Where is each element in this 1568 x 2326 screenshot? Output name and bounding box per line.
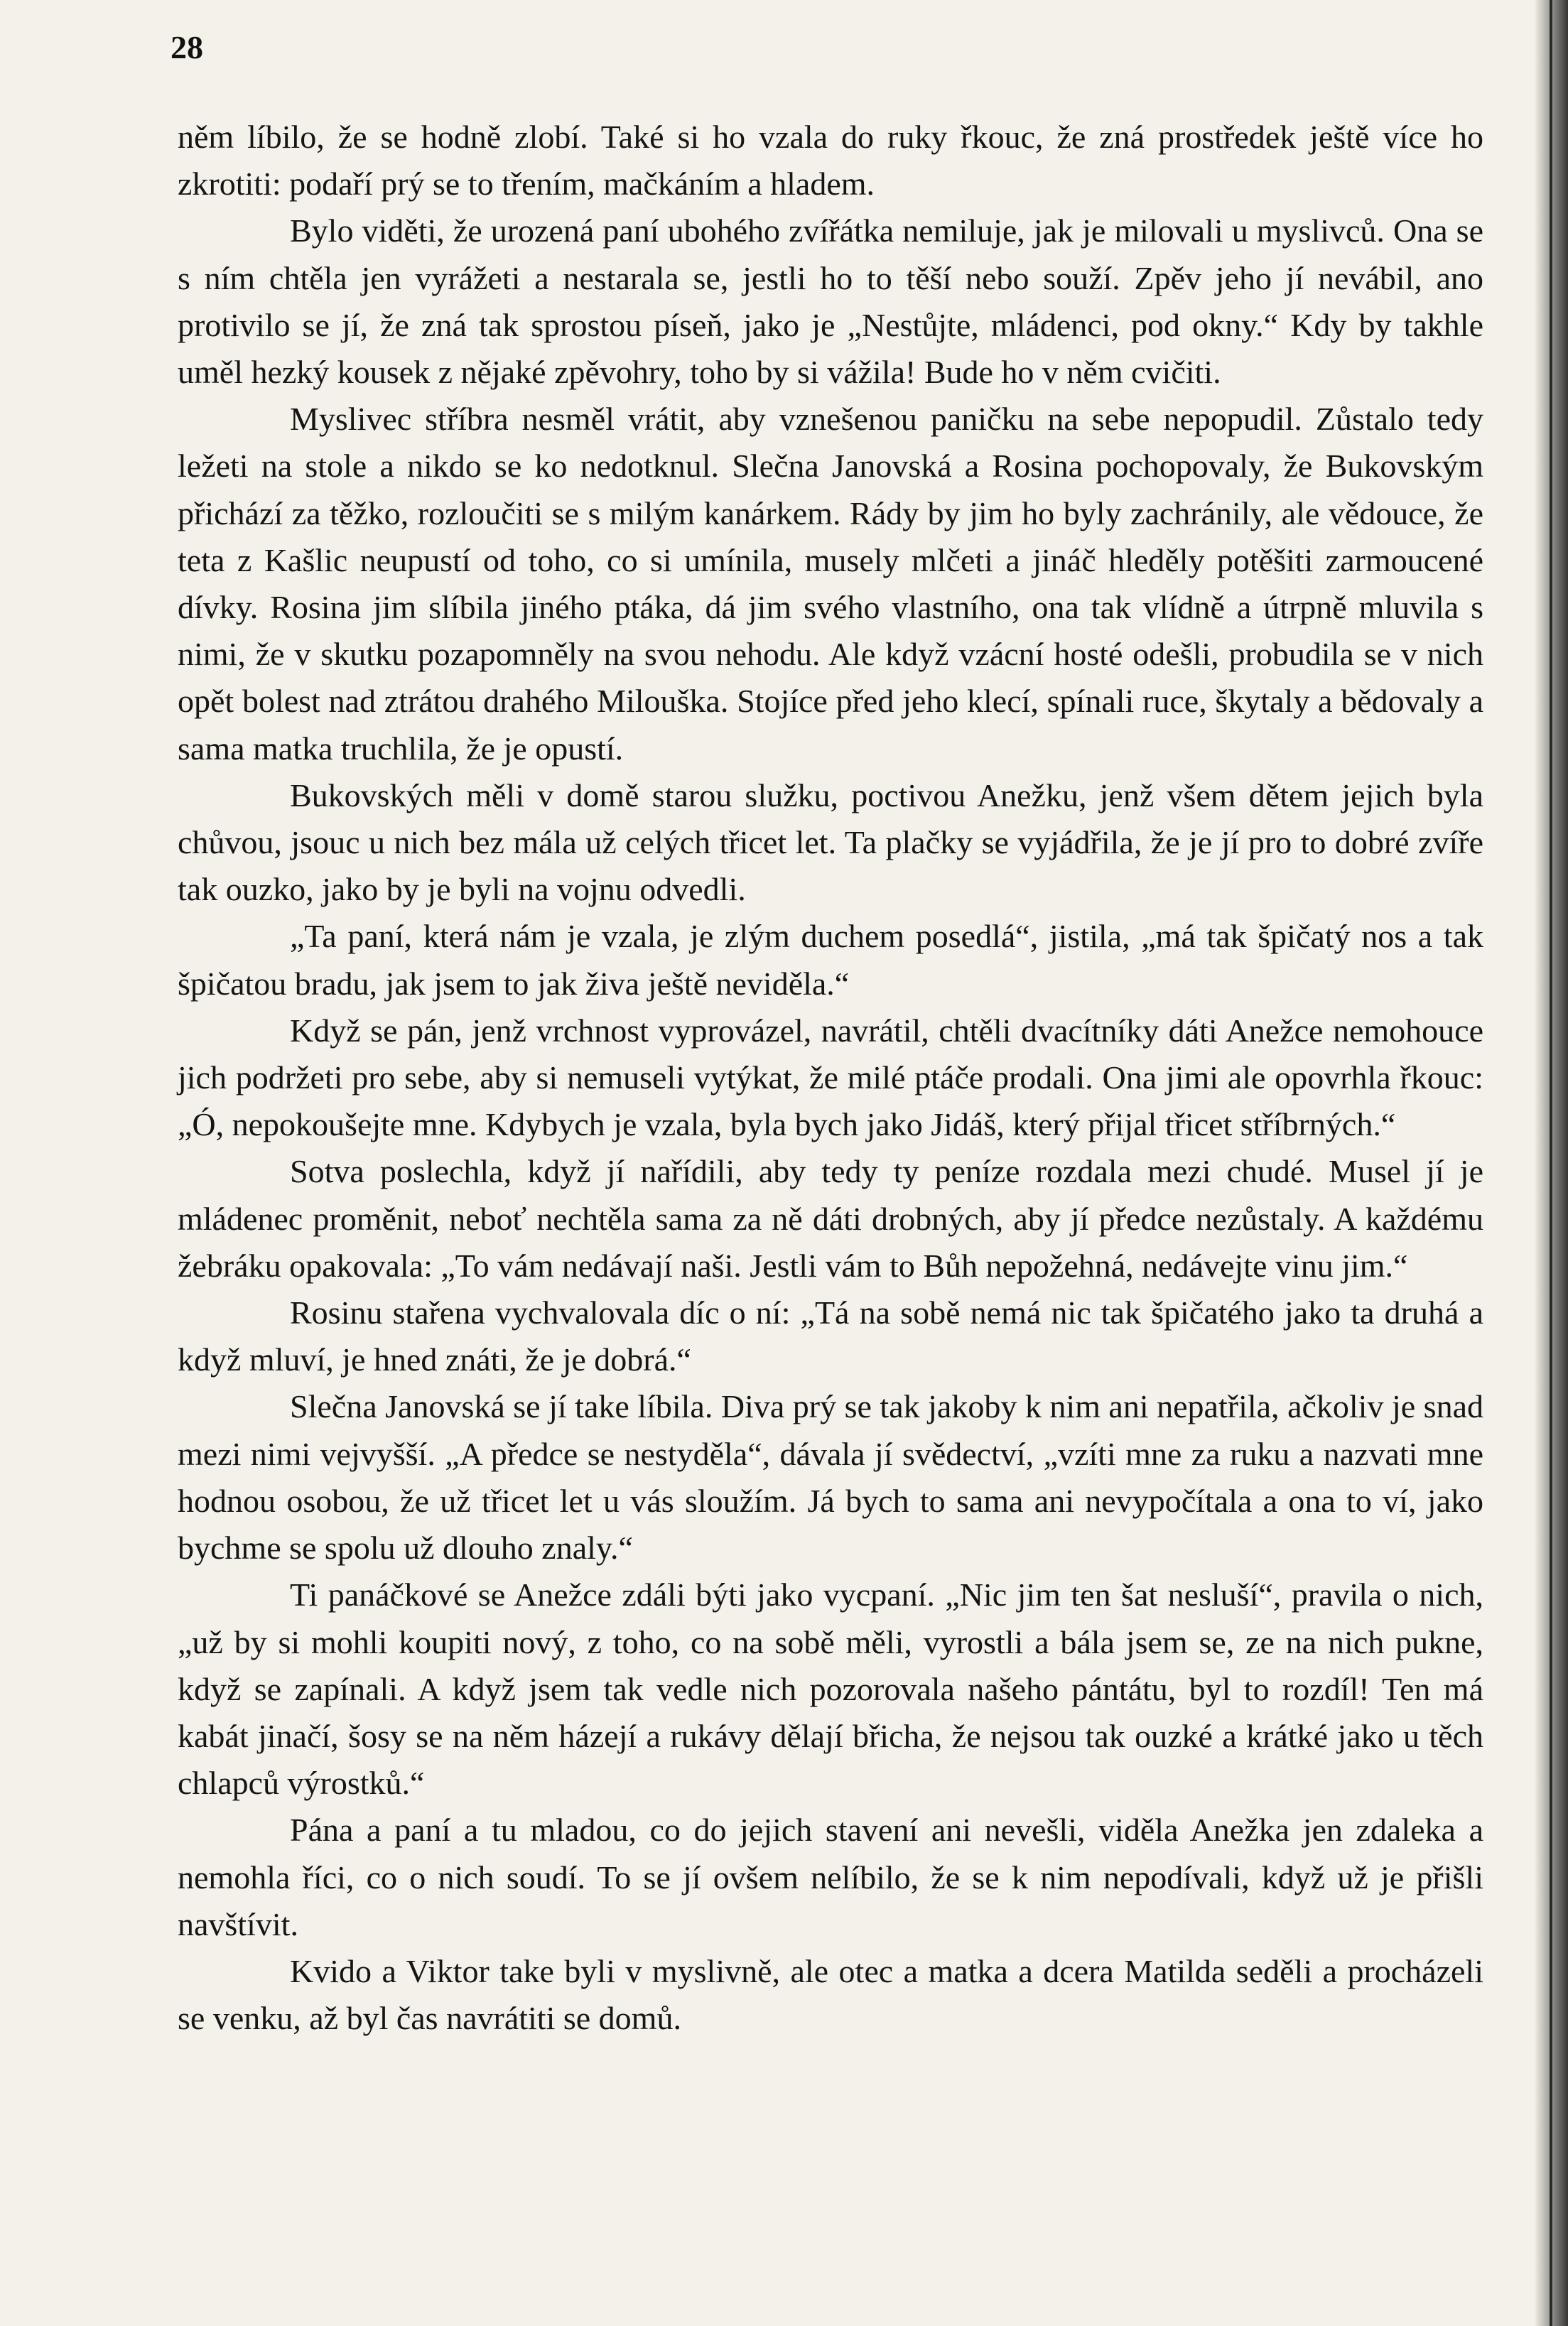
paragraph: Rosinu stařena vychvalovala díc o ní: „Tá na sobě nemá nic tak špičatého jako ta druhá a když mluví, je hned znáti, že je dobrá.“ xyxy=(178,1294,1483,1378)
paragraph: něm líbilo, že se hodně zlobí. Také si ho vzala do ruky řkouc, že zná prostředek ještě více ho zkrotiti: podaří prý se to třením, mačkáním a hladem. xyxy=(178,119,1483,202)
paragraph: Slečna Janovská se jí take líbila. Diva prý se tak jakoby k nim ani nepatřila, ačkoliv je snad mezi nimi vejvyšší. „A předce se nestyděla“, dávala jí svědectví, „vzíti mne za ruku a nazvati mne hodnou osobou, že už třicet let u vás sloužím. Já bych to sama ani nevypočítala a ona to ví, jako bychme se spolu už dlouho znaly.“ xyxy=(178,1388,1483,1567)
page-edge-line xyxy=(1550,0,1552,2326)
paragraph: Kvido a Viktor take byli v myslivně, ale otec a matka a dcera Matilda seděli a procházeli se venku, až byl čas navrátiti se domů. xyxy=(178,1952,1483,2037)
paragraph: Myslivec stříbra nesměl vrátit, aby vznešenou paničku na sebe nepopudil. Zůstalo tedy ležeti na stole a nikdo se ko nedotknul. Slečna Janovská a Rosina pochopovaly, že Bukovským přichází za těžko, rozloučiti se s milým kanárkem. Rády by jim ho byly zachránily, ale vědouce, že teta z Kašlic neupustí od toho, co si umínila, musely mlčeti a jináč hleděly potěšiti zarmoucené dívky. Rosina jim slíbila jiného ptáka, dá jim svého vlastního, ona tak vlídně a útrpně mluvila s nimi, že v skutku pozapomněly na svou nehodu. Ale když vzácní hosté odešli, probudila se v nich opět bolest nad ztrátou drahého Milouška. Stojíce před jeho klecí, spínali ruce, škytaly a bědovaly a sama matka truchlila, že je opustí. xyxy=(178,401,1483,767)
paragraph: Pána a paní a tu mladou, co do jejich stavení ani nevešli, viděla Anežka jen zdaleka a nemohla říci, co o nich soudí. To se jí ovšem nelíbilo, že se k nim nepodívali, když už je přišli navštívit. xyxy=(178,1812,1483,1942)
paragraph: Sotva poslechla, když jí nařídili, aby tedy ty peníze rozdala mezi chudé. Musel jí je mládenec proměnit, neboť nechtěla sama za ně dáti drobných, aby jí předce nezůstaly. A každému žebráku opakovala: „To vám nedávají naši. Jestli vám to Bůh nepožehná, nedávejte vinu jim.“ xyxy=(178,1153,1483,1284)
body-text xyxy=(178,114,1483,2042)
page-number: 28 xyxy=(171,29,203,65)
paragraph: Ti panáčkové se Anežce zdáli býti jako vycpaní. „Nic jim ten šat nesluší“, pravila o nich, „už by si mohli koupiti nový, z toho, co na sobě měli, vyrostli a bála jsem se, ze na nich pukne, když se zapínali. A když jsem tak vedle nich pozorovala našeho pántátu, byl to rozdíl! Ten má kabát jinačí, šosy se na něm házejí a rukávy dělají břicha, že nejsou tak ouzké a krátké jako u těch chlapců výrostků.“ xyxy=(178,1576,1483,1802)
paragraph: Bylo viděti, že urozená paní ubohého zvířátka nemiluje, jak je milovali u myslivců. Ona se s ním chtěla jen vyrážeti a nestarala se, jestli ho to těší nebo souží. Zpěv jeho jí nevábil, ano protivilo se jí, že zná tak sprostou píseň, jako je „Nestůjte, mládenci, pod okny.“ Kdy by takhle uměl hezký kousek z nějaké zpěvohry, toho by si vážila! Bude ho v něm cvičiti. xyxy=(178,212,1483,391)
paragraph: Když se pán, jenž vrchnost vyprovázel, navrátil, chtěli dvacítníky dáti Anežce nemohouce jich podržeti pro sebe, aby si nemuseli vytýkat, že milé ptáče prodali. Ona jimi ale opovrhla řkouc: „Ó, nepokoušejte mne. Kdybych je vzala, byla bych jako Jidáš, který přijal třicet stříbrných.“ xyxy=(178,1012,1483,1143)
paragraph: Bukovských měli v domě starou služku, poctivou Anežku, jenž všem dětem jejich byla chůvou, jsouc u nich bez mála už celých třicet let. Ta plačky se vyjádřila, že je jí pro to dobré zvíře tak ouzko, jako by je byli na vojnu odvedli. xyxy=(178,777,1483,908)
paragraph: „Ta paní, která nám je vzala, je zlým duchem posedlá“, jistila, „má tak špičatý nos a tak špičatou bradu, jak jsem to jak živa ještě neviděla.“ xyxy=(178,918,1483,1002)
